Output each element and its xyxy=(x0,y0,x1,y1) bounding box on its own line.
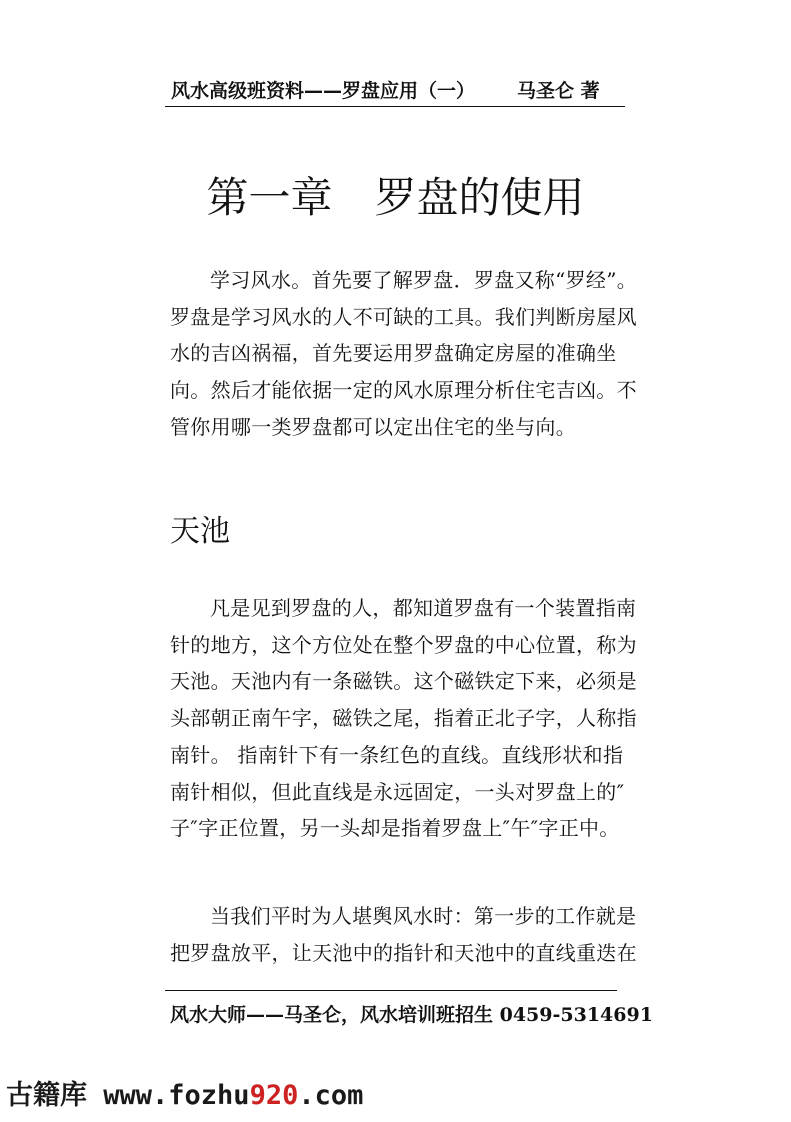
page-header xyxy=(165,78,625,107)
watermark-suffix: .com xyxy=(298,1080,364,1111)
paragraph-line: 南针。 指南针下有一条红色的直线。直线形状和指 xyxy=(170,742,624,767)
site-watermark xyxy=(6,1076,363,1116)
paragraph-line: 向。然后才能依据一定的风水原理分析住宅吉凶。不 xyxy=(170,378,637,403)
paragraph-line: 管你用哪一类罗盘都可以定出住宅的坐与向。 xyxy=(170,414,576,439)
paragraph-line: 把罗盘放平，让天池中的指针和天池中的直线重迭在 xyxy=(170,940,637,965)
paragraph-line: 凡是见到罗盘的人，都知道罗盘有一个装置指南 xyxy=(210,596,637,620)
paragraph-line: 当我们平时为人堪舆风水时：第一步的工作就是 xyxy=(210,904,637,928)
paragraph-line: 罗盘是学习风水的人不可缺的工具。我们判断房屋风 xyxy=(170,304,637,329)
paragraph-line: 水的吉凶祸福，首先要运用罗盘确定房屋的准确坐 xyxy=(170,341,617,366)
paragraph-line: 头部朝正南午字，磁铁之尾，指着正北子字，人称指 xyxy=(170,706,637,731)
chapter-title: 第一章 罗盘的使用 xyxy=(206,173,585,222)
paragraph-line: 南针相似，但此直线是永远固定，一头对罗盘上的″ xyxy=(170,779,625,804)
paragraph-line: 学习风水。首先要了解罗盘．罗盘又称“罗经”。 xyxy=(210,268,638,292)
watermark-prefix: 古籍库 www.fozhu xyxy=(6,1080,250,1111)
watermark-number: 920 xyxy=(249,1080,299,1111)
section-title: 天池 xyxy=(170,514,230,549)
header-title: 风水高级班资料——罗盘应用（一） xyxy=(171,80,476,102)
section-paragraph xyxy=(170,590,637,847)
header-author: 马圣仑 著 xyxy=(517,80,600,102)
paragraph-line: 针的地方，这个方位处在整个罗盘的中心位置，称为 xyxy=(170,632,637,657)
footer-divider xyxy=(165,990,617,991)
intro-paragraph xyxy=(170,262,638,446)
page-footer: 风水大师——马圣仑，风水培训班招生 0459-5314691 xyxy=(170,1004,653,1026)
paragraph-line: 天池。天池内有一条磁铁。这个磁铁定下来，必须是 xyxy=(170,669,637,694)
section-paragraph-continued xyxy=(170,898,637,971)
paragraph-line: 子″字正位置，另一头却是指着罗盘上″午″字正中。 xyxy=(170,816,620,841)
